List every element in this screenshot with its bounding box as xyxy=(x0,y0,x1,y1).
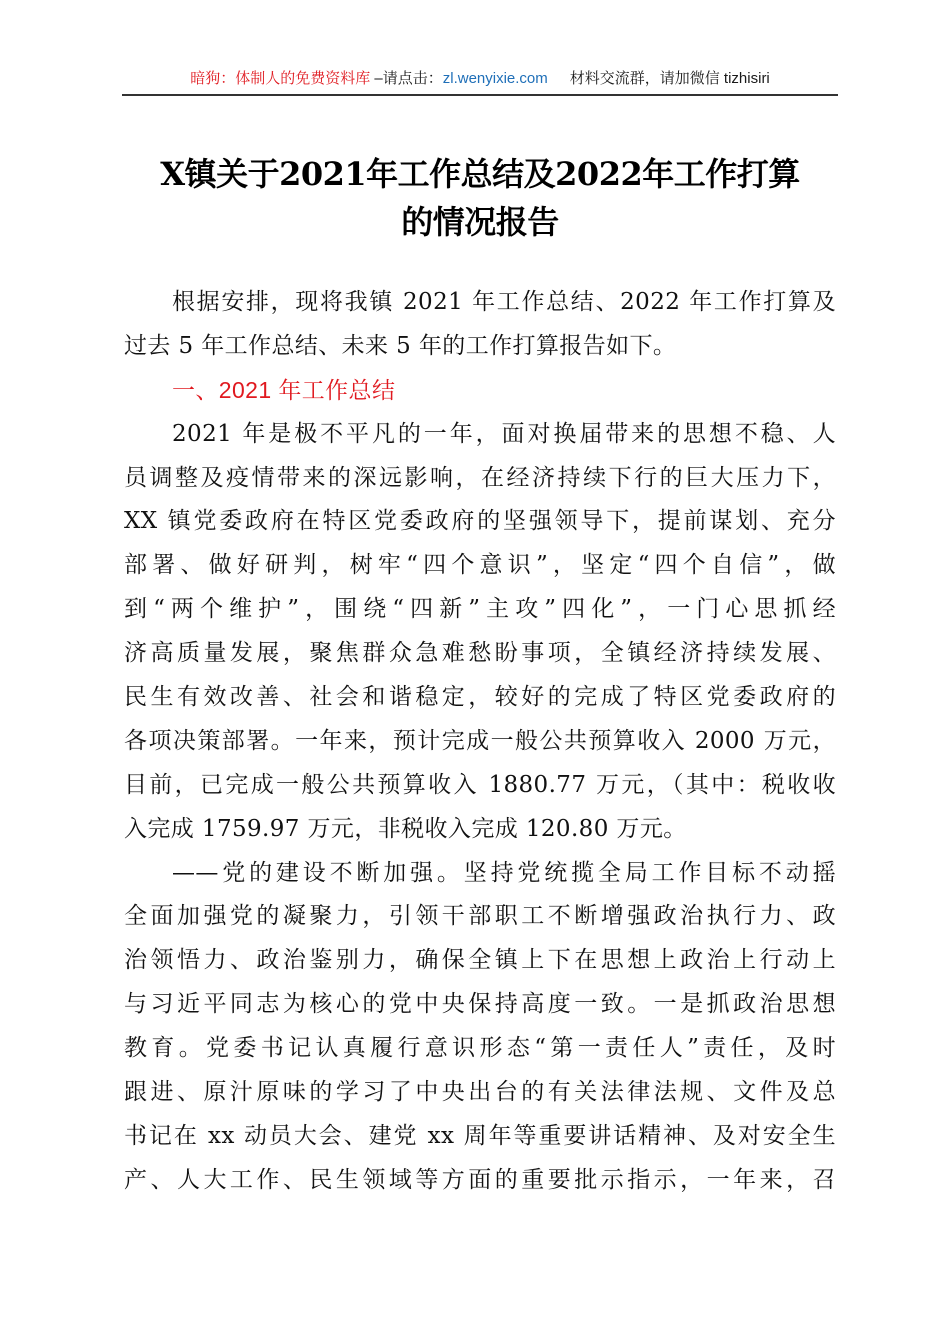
title-line-2: 的情况报告 xyxy=(401,203,559,241)
section-heading: 一、2021 年工作总结 xyxy=(172,376,396,403)
text-line: 与习近平同志为核心的党中央保持高度一致。一是抓政治思想 xyxy=(124,991,836,1018)
document-title xyxy=(122,150,838,246)
header-click-prompt: –请点击： xyxy=(370,70,443,87)
header-link[interactable]: zl.wenyixie.com xyxy=(442,70,548,87)
paragraph-summary xyxy=(124,413,836,852)
document-body xyxy=(124,281,836,1203)
text-line: 产、人大工作、民生领域等方面的重要批示指示，一年来，召 xyxy=(124,1166,836,1193)
text-line: 到“两个维护”，围绕“四新”主攻”四化”，一门心思抓经 xyxy=(124,596,836,623)
text-line: 治领悟力、政治鉴别力，确保全镇上下在思想上政治上行动上 xyxy=(124,947,836,974)
text-line: 过去 5 年工作总结、未来 5 年的工作打算报告如下。 xyxy=(124,332,677,359)
title-line-1: X镇关于2021年工作总结及2022年工作打算 xyxy=(160,155,800,193)
text-line: XX 镇党委政府在特区党委政府的坚强领导下，提前谋划、充分 xyxy=(124,508,836,535)
text-line: 民生有效改善、社会和谐稳定，较好的完成了特区党委政府的 xyxy=(124,684,836,711)
text-line: 济高质量发展，聚焦群众急难愁盼事项，全镇经济持续发展、 xyxy=(124,640,836,667)
text-line: 教育。党委书记认真履行意识形态“第一责任人”责任，及时 xyxy=(124,1035,836,1062)
header-wechat-text: 材料交流群，请加微信 tizhisiri xyxy=(569,70,770,87)
text-line: 书记在 xx 动员大会、建党 xx 周年等重要讲话精神、及对安全生 xyxy=(124,1122,836,1149)
text-line: 部署、做好研判，树牢“四个意识”，坚定“四个自信”，做 xyxy=(124,552,836,579)
text-line: 入完成 1759.97 万元，非税收入完成 120.80 万元。 xyxy=(124,815,687,842)
text-line: 根据安排，现将我镇 2021 年工作总结、2022 年工作打算及 xyxy=(172,289,836,315)
intro-paragraph xyxy=(124,281,836,369)
paragraph-party-building xyxy=(124,852,836,1203)
text-line: 跟进、原汁原味的学习了中央出台的有关法律法规、文件及总 xyxy=(124,1079,836,1106)
text-line: 各项决策部署。一年来，预计完成一般公共预算收入 2000 万元， xyxy=(124,727,836,754)
text-line: 全面加强党的凝聚力，引领干部职工不断增强政治执行力、政 xyxy=(124,903,836,930)
header-promo-text: 暗狗：体制人的免费资料库 xyxy=(190,70,371,87)
text-line: ——党的建设不断加强。坚持党统揽全局工作目标不动摇 xyxy=(172,859,836,886)
text-line: 目前，已完成一般公共预算收入 1880.77 万元，（其中：税收收 xyxy=(124,771,836,798)
page-header-banner xyxy=(122,68,838,96)
text-line: 2021 年是极不平凡的一年，面对换届带来的思想不稳、人 xyxy=(172,420,836,447)
text-line: 员调整及疫情带来的深远影响，在经济持续下行的巨大压力下， xyxy=(124,464,836,491)
